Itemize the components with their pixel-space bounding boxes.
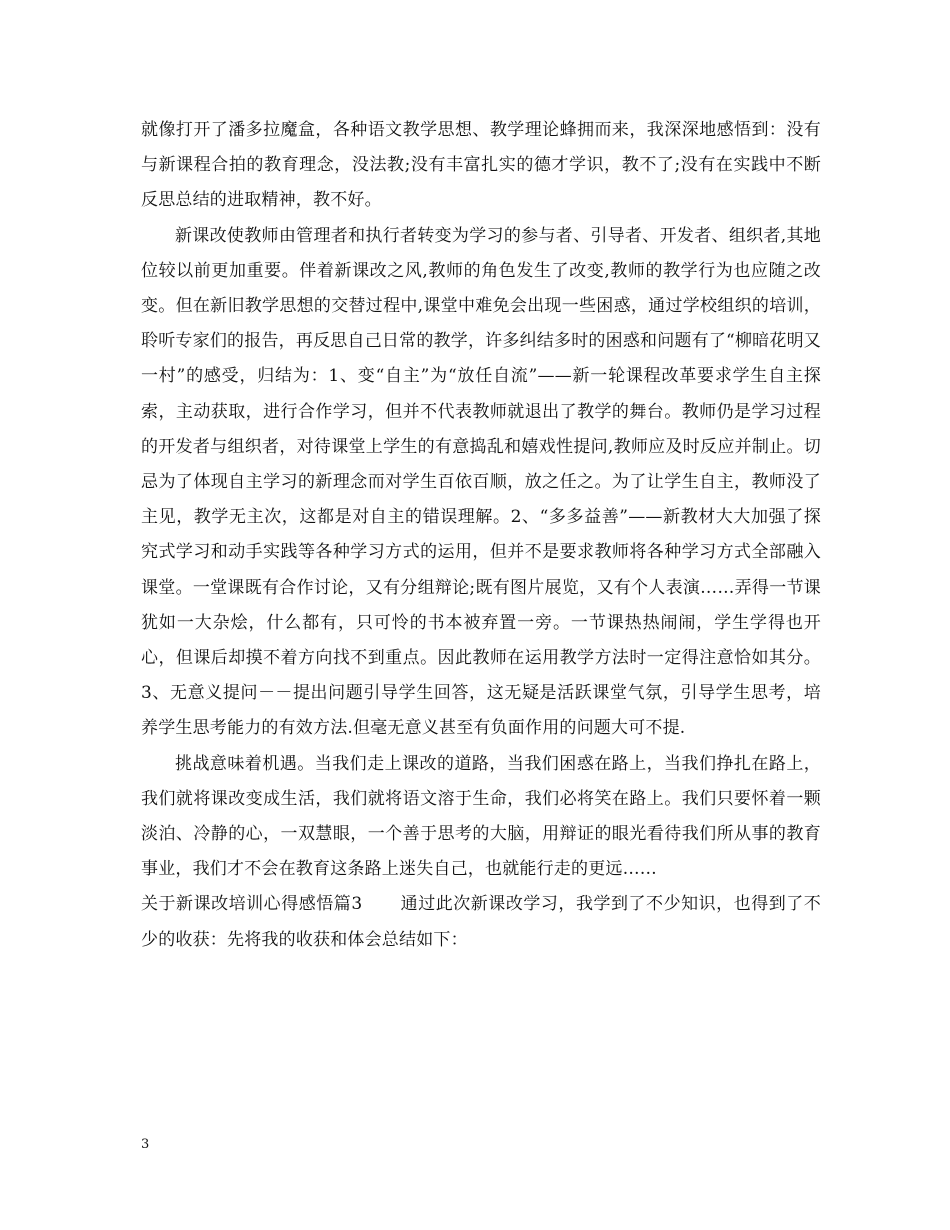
section-heading: 关于新课改培训心得感悟篇3 xyxy=(141,894,363,915)
body-text xyxy=(141,113,821,958)
section-text: 通过此次新课改学习，我学到了不少知识，也得到了不少的收获：先将我的收获和体会总结如下： xyxy=(141,894,821,950)
paragraph-intro: 就像打开了潘多拉魔盒，各种语文教学思想、教学理论蜂拥而来，我深深地感悟到：没有与新课程合拍的教育理念，没法教;没有丰富扎实的德才学识，教不了;没有在实践中不断反思总结的进取精神，教不好。 xyxy=(141,120,821,211)
paragraph-role-change: 新课改使教师由管理者和执行者转变为学习的参与者、引导者、开发者、组织者,其地位较以前更加重要。伴着新课改之风,教师的角色发生了改变,教师的教学行为也应随之改变。但在新旧教学思想的交替过程中,课堂中难免会出现一些困惑，通过学校组织的培训，聆听专家们的报告，再反思自己日常的教学，许多纠结多时的困惑和问题有了“柳暗花明又一村”的感受，归结为：1、变“自主”为“放任自流”——新一轮课程改革要求学生自主探索，主动获取，进行合作学习，但并不代表教师就退出了教学的舞台。教师仍是学习过程的开发者与组织者，对待课堂上学生的有意捣乱和嬉戏性提问,教师应及时反应并制止。切忌为了体现自主学习的新理念而对学生百依百顺，放之任之。为了让学生自主，教师没了主见，教学无主次，这都是对自主的错误理解。2、“多多益善”——新教材大大加强了探究式学习和动手实践等各种学习方式的运用，但并不是要求教师将各种学习方式全部融入课堂。一堂课既有合作讨论，又有分组辩论;既有图片展览，又有个人表演……弄得一节课犹如一大杂烩，什么都有，只可怜的书本被弃置一旁。一节课热热闹闹，学生学得也开心，但课后却摸不着方向找不到重点。因此教师在运用教学方法时一定得注意恰如其分。3、无意义提问－－提出问题引导学生回答，这无疑是活跃课堂气氛，引导学生思考，培养学生思考能力的有效方法.但毫无意义甚至有负面作用的问题大可不提. xyxy=(141,225,821,739)
section-paragraph xyxy=(141,887,821,957)
paragraph-challenge: 挑战意味着机遇。当我们走上课改的道路，当我们困惑在路上，当我们挣扎在路上，我们就将课改变成生活，我们就将语文溶于生命，我们必将笑在路上。我们只要怀着一颗淡泊、冷静的心，一双慧眼，一个善于思考的大脑，用辩证的眼光看待我们所从事的教育事业，我们才不会在教育这条路上迷失自己，也就能行走的更远…… xyxy=(141,753,821,880)
page-number: 3 xyxy=(141,1137,150,1152)
